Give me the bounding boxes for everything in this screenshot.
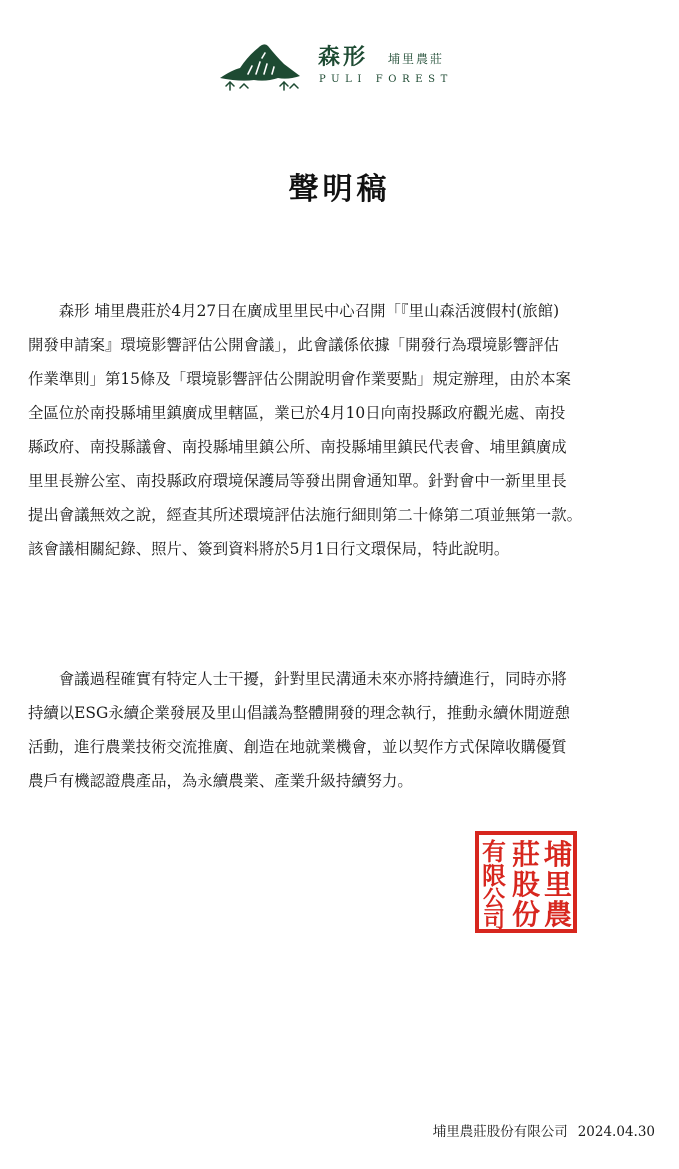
brand-subname-cn: 埔里農莊 [388, 52, 445, 66]
mountain-logo-icon [218, 34, 302, 92]
paragraph-line: 農戶有機認證農產品，為永續農業、產業升級持續努力。 [28, 772, 413, 790]
document-title: 聲明稿 [288, 172, 391, 207]
brand-name-cn: 森形 [318, 44, 369, 70]
paragraph-line: 全區位於南投縣埔里鎮廣成里轄區，業已於4月10日向南投縣政府觀光處、南投 [28, 404, 566, 422]
seal-char: 股 [511, 868, 541, 901]
seal-char: 公 [482, 886, 506, 912]
paragraph-line: 作業準則」第15條及「環境影響評估公開說明會作業要點」規定辦理，由於本案 [28, 370, 571, 388]
seal-char: 有 [482, 837, 506, 866]
seal-char: 份 [511, 898, 541, 931]
paragraph-line: 開發申請案』環境影響評估公開會議」，此會議係依據「開發行為環境影響評估 [28, 336, 559, 354]
paragraph-line: 里里長辦公室、南投縣政府環境保護局等發出開會通知單。針對會中一新里里長 [28, 472, 567, 490]
signature-footer [423, 1120, 655, 1140]
paragraph-line: 森形 埔里農莊於4月27日在廣成里里民中心召開「『里山森活渡假村(旅館) [28, 302, 560, 320]
company-logo [218, 34, 478, 96]
seal-char: 限 [482, 861, 506, 890]
statement-paragraph-2 [28, 662, 658, 798]
footer-date: 2024.04.30 [577, 1124, 655, 1140]
paragraph-line: 提出會議無效之說，經查其所述環境評估法施行細則第二十條第二項並無第一款。 [28, 506, 583, 524]
paragraph-line: 持續以ESG永續企業發展及里山倡議為整體開發的理念執行，推動永續休閒遊憩 [28, 704, 570, 722]
brand-name-en: PULI FOREST [319, 74, 453, 85]
paragraph-line: 活動，進行農業技術交流推廣、創造在地就業機會，並以契作方式保障收購優質 [28, 738, 567, 756]
paragraph-line: 該會議相關紀錄、照片、簽到資料將於5月1日行文環保局，特此說明。 [28, 540, 510, 558]
paragraph-line: 縣政府、南投縣議會、南投縣埔里鎮公所、南投縣埔里鎮民代表會、埔里鎮廣成 [28, 438, 567, 456]
seal-char: 農 [543, 898, 573, 931]
seal-char: 里 [543, 868, 573, 901]
statement-paragraph-1 [28, 294, 658, 566]
paragraph-line: 會議過程確實有特定人士干擾，針對里民溝通未來亦將持續進行，同時亦將 [28, 670, 567, 688]
footer-company: 埔里農莊股份有限公司 [432, 1124, 568, 1140]
seal-char: 莊 [511, 838, 541, 871]
seal-char: 埔 [543, 838, 573, 871]
seal-char: 司 [482, 907, 506, 933]
company-seal-stamp [474, 830, 578, 934]
